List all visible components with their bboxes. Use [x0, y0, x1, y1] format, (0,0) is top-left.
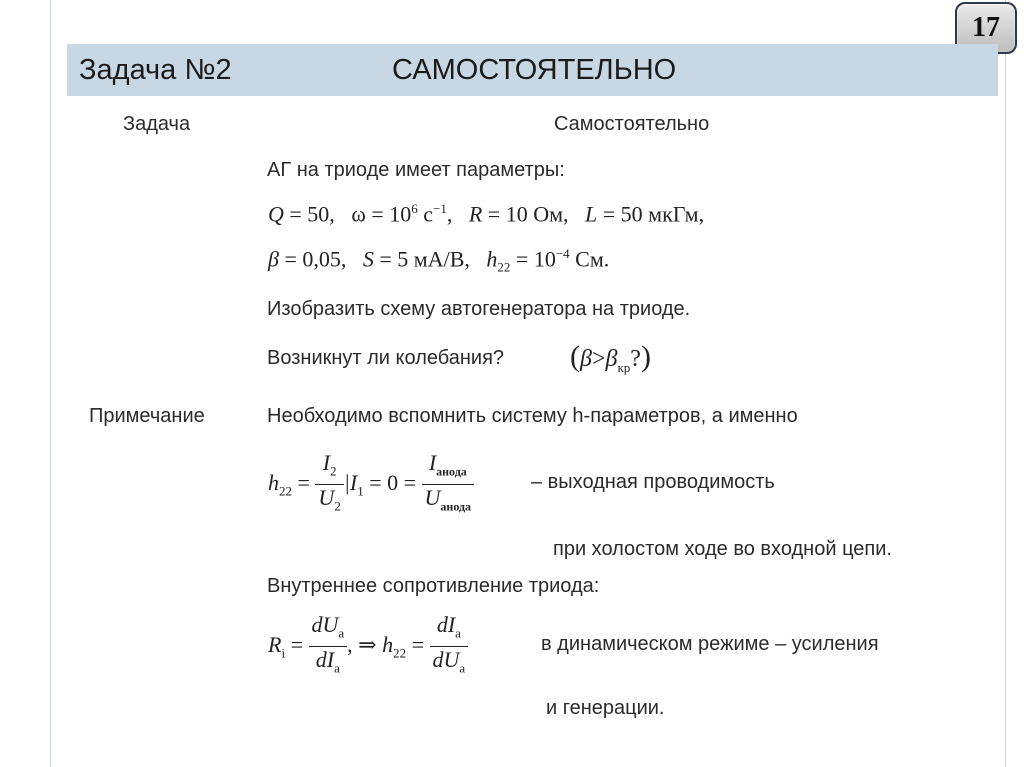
- h22-equals-2: =: [411, 631, 425, 657]
- ri-symbol: R: [268, 631, 282, 657]
- condition-value: = 0: [369, 469, 399, 495]
- beta-value: = 0,05,: [284, 246, 347, 272]
- ri-subscript: i: [281, 645, 286, 661]
- h22-lhs-sub: 22: [279, 483, 292, 499]
- draw-instruction: Изобразить схему автогенератора на триоде.: [267, 298, 691, 320]
- r-symbol: R: [468, 201, 483, 227]
- denominator-anode-sub: анода: [440, 499, 472, 514]
- h22-lhs: h: [268, 469, 279, 495]
- fraction-anode: [422, 450, 475, 520]
- ri-formula: [268, 612, 468, 682]
- title-bar: [67, 44, 998, 96]
- fraction-dua-dia: [309, 612, 348, 682]
- q-symbol: Q: [268, 201, 284, 227]
- h22-symbol-2: h: [382, 631, 394, 657]
- beta-symbol-q: β: [580, 346, 592, 372]
- params-row-2: [268, 246, 609, 276]
- paren-open: (: [570, 340, 580, 373]
- question-formula: [570, 340, 651, 376]
- equals-2: =: [403, 469, 417, 495]
- fraction-dia-dua: [430, 612, 469, 682]
- s-symbol: S: [362, 246, 374, 272]
- question-text: Возникнут ли колебания?: [267, 347, 505, 369]
- omega-value: = 10: [371, 201, 412, 227]
- h22-denominator-2: dU: [432, 647, 460, 673]
- dynamic-mode-text: в динамическом режиме – усиления: [541, 633, 879, 655]
- label-independent: Самостоятельно: [554, 113, 710, 135]
- title-independent: САМОСТОЯТЕЛЬНО: [392, 54, 677, 86]
- condition-i1-sub: 1: [357, 483, 364, 499]
- numerator-i: I: [322, 450, 331, 475]
- h22-value: = 10: [515, 246, 556, 272]
- l-value: = 50 мкГм,: [602, 201, 705, 227]
- fraction-i2-u2: [315, 450, 343, 520]
- ri-separator: ,: [347, 631, 353, 657]
- greater-than: >: [591, 346, 606, 372]
- ri-numerator-sub: а: [338, 625, 345, 641]
- numerator-anode-sub: анода: [436, 464, 467, 479]
- beta-critical-symbol: β: [605, 346, 618, 372]
- s-value: = 5 мА/В,: [379, 246, 470, 272]
- q-value: = 50,: [289, 201, 335, 227]
- ri-denominator: dI: [315, 647, 335, 673]
- denominator-u: U: [318, 485, 335, 511]
- l-symbol: L: [585, 201, 598, 227]
- generation-text: и генерации.: [546, 697, 665, 719]
- r-value: = 10 Ом,: [487, 201, 569, 227]
- omega-separator: ,: [446, 201, 453, 227]
- h22-subscript: 22: [497, 259, 511, 275]
- page-number: 17: [972, 12, 1000, 43]
- paren-close: ): [640, 340, 651, 373]
- h22-unit: См.: [569, 246, 610, 272]
- denominator-u-anode: U: [424, 485, 441, 511]
- condition-i1: |I: [343, 469, 358, 495]
- omega-unit: с: [417, 201, 433, 227]
- implies-arrow-icon: ⇒: [358, 631, 377, 657]
- h22-denominator-2-sub: а: [459, 660, 466, 676]
- denominator-u-sub: 2: [334, 498, 341, 514]
- h22-description-cont: при холостом ходе во входной цепи.: [553, 538, 892, 560]
- title-task-number: Задача №2: [79, 54, 232, 86]
- omega-exponent: 6: [411, 201, 418, 216]
- equals-1: =: [297, 469, 310, 495]
- h22-numerator-2-sub: а: [455, 625, 461, 641]
- omega-unit-exponent: −1: [432, 201, 447, 216]
- h22-numerator-2: dI: [436, 612, 456, 637]
- ri-denominator-sub: а: [334, 660, 340, 676]
- internal-resistance-label: Внутреннее сопротивление триода:: [267, 575, 600, 597]
- omega-symbol: ω: [351, 201, 366, 227]
- ri-equals: =: [290, 631, 303, 657]
- numerator-i-sub: 2: [330, 463, 337, 479]
- params-intro: АГ на триоде имеет параметры:: [267, 159, 565, 181]
- h22-description: – выходная проводимость: [531, 471, 775, 493]
- critical-subscript: кр: [617, 359, 631, 375]
- question-mark: ?: [630, 346, 641, 372]
- params-row-1: [268, 201, 704, 227]
- note-text: Необходимо вспомнить систему h-параметров, а именно: [267, 405, 798, 427]
- h22-subscript-2: 22: [393, 645, 407, 661]
- h22-formula: [268, 450, 474, 520]
- h22-exponent: −4: [555, 246, 570, 261]
- ri-numerator: dU: [311, 612, 339, 637]
- h22-symbol: h: [486, 246, 498, 272]
- label-task: Задача: [123, 113, 191, 135]
- numerator-i-anode: I: [428, 450, 437, 475]
- label-note: Примечание: [89, 405, 205, 427]
- beta-symbol: β: [268, 246, 279, 272]
